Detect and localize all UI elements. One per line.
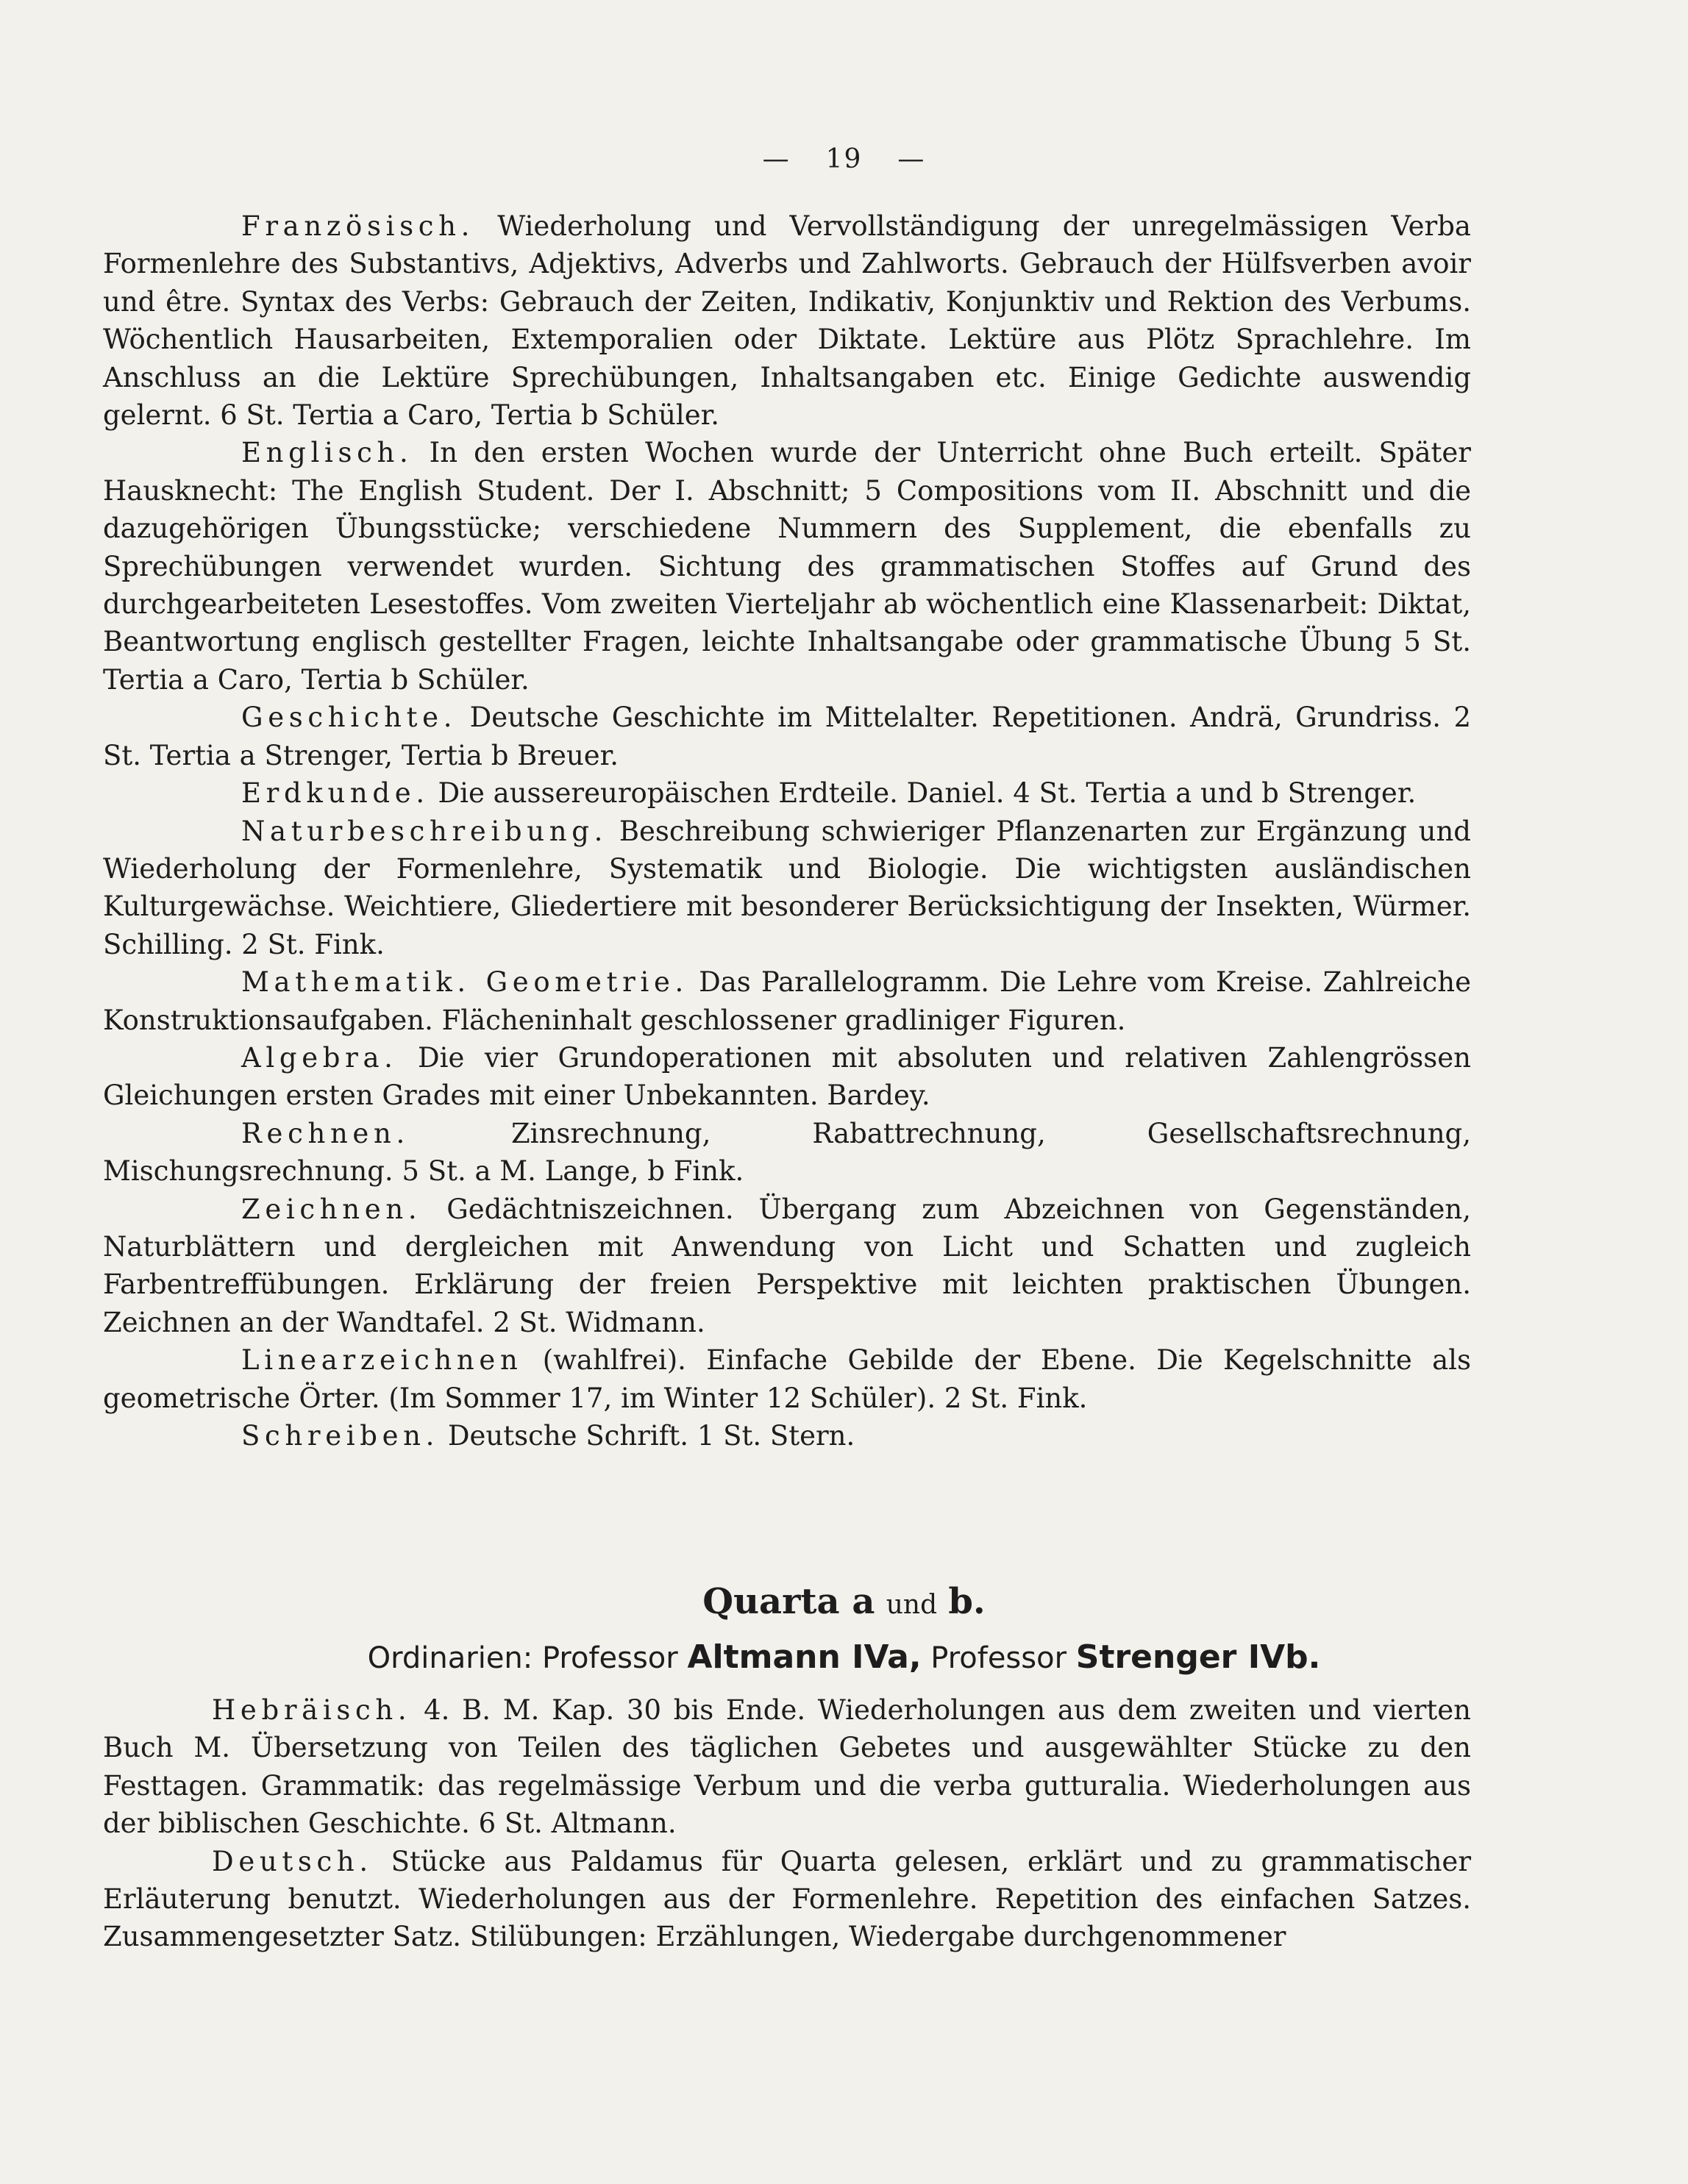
paragraph-englisch	[103, 434, 1471, 699]
subject-label: Mathematik. Geometrie.	[241, 966, 688, 999]
ordinarien-middle: Professor	[930, 1641, 1067, 1675]
page-number-dash-left: —	[762, 144, 791, 174]
paragraph-geschichte	[103, 699, 1471, 774]
paragraph-text: Die aussereuropäischen Erdteile. Daniel. 4 St. Tertia a und b Strenger.	[438, 777, 1417, 810]
section-heading-quarta	[0, 1580, 1688, 1627]
subject-label: Hebräisch.	[212, 1694, 412, 1726]
subject-label: Zeichnen.	[241, 1193, 422, 1225]
paragraph-text: Beschreibung schwieriger Pflanzenarten zur Ergänzung und Wiederholung der Formenlehre, Systematik und Biologie. Die wichtigsten ausländischen Kulturgewächse. Weichtiere, Gliedertiere mit besonderer Berücksichtigung der Insekten, Würmer. Schilling. 2 St. Fink.	[103, 815, 1471, 960]
paragraph-franzoesisch	[103, 207, 1471, 434]
paragraph-deutsch	[103, 1843, 1471, 1956]
subject-label: Englisch.	[241, 437, 413, 469]
quarta-body-text	[103, 1691, 1471, 1956]
paragraph-text: Deutsche Geschichte im Mittelalter. Repetitionen. Andrä, Grundriss. 2 St. Tertia a Strenger, Tertia b Breuer.	[103, 702, 1471, 771]
ordinarien-line	[0, 1637, 1688, 1679]
subject-label: Rechnen.	[241, 1117, 410, 1149]
page-number	[0, 144, 1688, 174]
page-number-value: 19	[825, 144, 863, 174]
subject-label: Deutsch.	[212, 1845, 373, 1877]
subject-label: Geschichte.	[241, 702, 457, 734]
paragraph-schreiben	[103, 1417, 1471, 1455]
subject-label: Algebra.	[241, 1041, 398, 1074]
heading-suffix: b.	[948, 1581, 986, 1622]
ordinarien-name-1: Altmann IVa,	[687, 1638, 922, 1676]
ordinarien-prefix: Ordinarien: Professor	[367, 1641, 678, 1675]
paragraph-text: Die vier Grundoperationen mit absoluten und relativen Zahlengrössen Gleichungen ersten Grades mit einer Unbekannten. Bardey.	[103, 1041, 1471, 1112]
subject-label: Naturbeschreibung.	[241, 815, 608, 847]
paragraph-naturbeschreibung	[103, 813, 1471, 964]
page-number-dash-right: —	[897, 144, 926, 174]
paragraph-text: Gedächtniszeichnen. Übergang zum Abzeichnen von Gegenständen, Naturblättern und dergleichen mit Anwendung von Licht und Schatten und zugleich Farbentreffübungen. Erklärung der freien Perspektive mit leichten praktischen Übungen. Zeichnen an der Wandtafel. 2 St. Widmann.	[103, 1193, 1472, 1338]
paragraph-erdkunde	[103, 774, 1471, 812]
heading-main: Quarta a	[702, 1581, 875, 1622]
subject-label: Erdkunde.	[241, 777, 430, 810]
paragraph-zeichnen	[103, 1191, 1471, 1342]
paragraph-hebraeisch	[103, 1691, 1471, 1843]
subject-label: Linearzeichnen	[241, 1344, 523, 1377]
subject-label: Französisch.	[241, 210, 475, 242]
paragraph-rechnen	[103, 1115, 1471, 1191]
heading-connector: und	[886, 1590, 938, 1620]
paragraph-mathematik	[103, 963, 1471, 1039]
paragraph-text: (wahlfrei). Einfache Gebilde der Ebene. Die Kegelschnitte als geometrische Örter. (Im Sommer 17, im Winter 12 Schüler). 2 St. Fink.	[103, 1344, 1471, 1414]
paragraph-text: Wiederholung und Vervollständigung der unregelmässigen Verba Formenlehre des Substantivs, Adjektivs, Adverbs und Zahlworts. Gebrauch der Hülfsverben avoir und être. Syntax des Verbs: Gebrauch der Zeiten, Indikativ, Konjunktiv und Rektion des Verbums. Wöchentlich Hausarbeiten, Extemporalien oder Diktate. Lektüre aus Plötz Sprachlehre. Im Anschluss an die Lektüre Sprechübungen, Inhaltsangaben etc. Einige Gedichte auswendig gelernt. 6 St. Tertia a Caro, Tertia b Schüler.	[103, 210, 1471, 432]
subject-label: Schreiben.	[241, 1420, 440, 1452]
paragraph-linearzeichnen	[103, 1341, 1471, 1417]
tertia-body-text	[103, 207, 1471, 1455]
paragraph-text: Zinsrechnung, Rabattrechnung, Gesellschaftsrechnung, Mischungsrechnung. 5 St. a M. Lange, b Fink.	[103, 1117, 1471, 1188]
paragraph-text: Deutsche Schrift. 1 St. Stern.	[447, 1420, 855, 1452]
paragraph-text: Das Parallelogramm. Die Lehre vom Kreise. Zahlreiche Konstruktionsaufgaben. Flächeninhalt geschlossener gradliniger Figuren.	[103, 966, 1471, 1036]
paragraph-text: In den ersten Wochen wurde der Unterricht ohne Buch erteilt. Später Hausknecht: The English Student. Der I. Abschnitt; 5 Compositions vom II. Abschnitt und die dazugehörigen Übungsstücke; verschiedene Nummern des Supplement, die ebenfalls zu Sprechübungen verwendet wurden. Sichtung des grammatischen Stoffes auf Grund des durchgearbeiteten Lesestoffes. Vom zweiten Vierteljahr ab wöchentlich eine Klassenarbeit: Diktat, Beantwortung englisch gestellter Fragen, leichte Inhaltsangabe oder grammatische Übung 5 St. Tertia a Caro, Tertia b Schüler.	[103, 437, 1471, 696]
paragraph-text: Stücke aus Paldamus für Quarta gelesen, erklärt und zu grammatischer Erläuterung benutzt. Wiederholungen aus der Formenlehre. Repetition des einfachen Satzes. Zusammengesetzter Satz. Stilübungen: Erzählungen, Wiedergabe durchgenommener	[103, 1845, 1472, 1953]
paragraph-text: 4. B. M. Kap. 30 bis Ende. Wiederholungen aus dem zweiten und vierten Buch M. Übersetzung von Teilen des täglichen Gebetes und ausgewählter Stücke zu den Festtagen. Grammatik: das regelmässige Verbum und die verba gutturalia. Wiederholungen aus der biblischen Geschichte. 6 St. Altmann.	[103, 1694, 1471, 1840]
paragraph-algebra	[103, 1039, 1471, 1115]
ordinarien-name-2: Strenger IVb.	[1075, 1638, 1321, 1676]
